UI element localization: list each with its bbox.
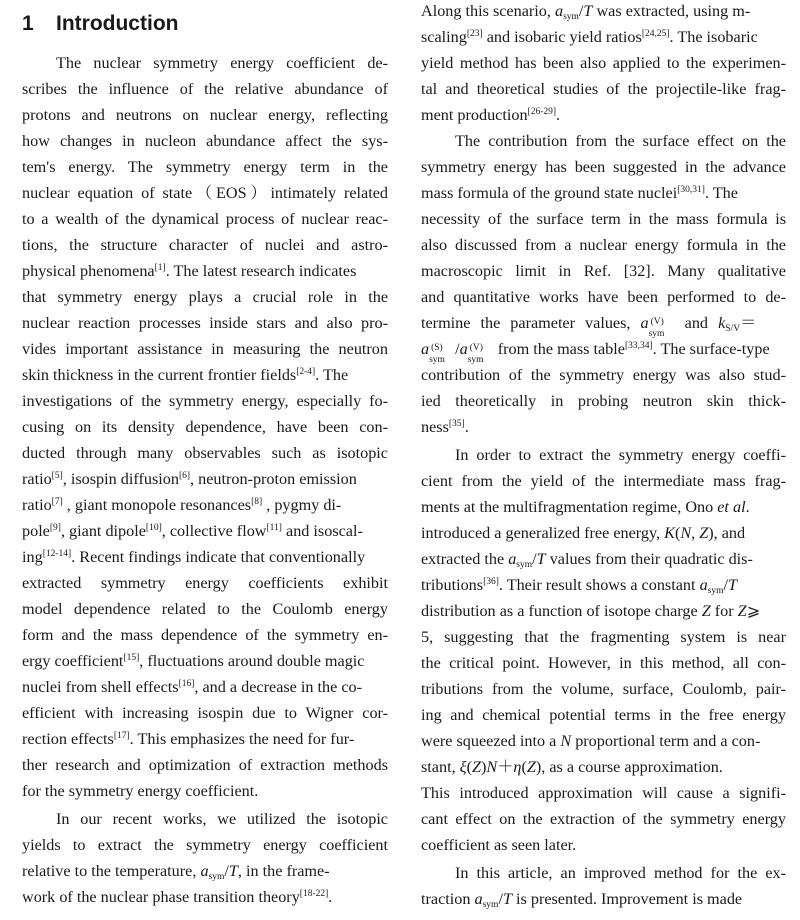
paragraph-line: Along this scenario, $a_{sym}/T$ was extracted, using m-: [421, 2, 751, 22]
paragraph-line: In order to extract the symmetry energy coeffi-: [455, 446, 786, 464]
paragraph-line: traction $a_{sym}/T$ is presented. Improvement is made: [421, 890, 743, 910]
paragraph-line: tributions[36]. Their result shows a constant $a_{sym}/T$: [421, 576, 738, 596]
paragraph-line: stant, ξ(Z)N＋η(Z), as a course approximation.: [421, 758, 723, 776]
paragraph-line: ergy coefficient[15], fluctuations around double magic: [22, 652, 365, 670]
citation: [18-22]: [299, 889, 329, 899]
paragraph-line: vides important assistance in measuring the neutron: [22, 340, 388, 358]
paragraph-line: were squeezed into a N proportional term and a con-: [421, 732, 761, 750]
paragraph-line: also discussed from a nuclear energy formula in the: [421, 236, 786, 254]
citation: [8]: [251, 497, 263, 507]
paragraph-line: cant effect on the extraction of the symmetry energy: [421, 810, 786, 828]
paragraph-line: cusing on its density dependence, have been con-: [22, 418, 388, 436]
paragraph-line: extracted symmetry energy coefficients exhibit: [22, 574, 388, 592]
paragraph-line: a (S) sym /a (V) sym from the mass table[33,34]. The surface-type: [421, 340, 770, 365]
paragraph-line: model dependence related to the Coulomb energy: [22, 600, 388, 618]
paragraph-line: macroscopic limit in Ref. [32]. Many qualitative: [421, 262, 786, 280]
paragraph-line: In our recent works, we utilized the isotopic: [56, 810, 388, 828]
section-number: 1: [22, 12, 34, 35]
paragraph-line: relative to the temperature, $a_{sym}/T$, in the frame-: [22, 862, 330, 882]
paragraph-line: that symmetry energy plays a crucial role in the: [22, 288, 388, 306]
paragraph-line: extracted the $a_{sym}/T$ values from their quadratic dis-: [421, 550, 753, 570]
paragraph-line: ied theoretically in probing neutron skin thick-: [421, 392, 786, 410]
paragraph-line: for the symmetry energy coefficient.: [22, 782, 259, 800]
paragraph-line: cient from the yield of the intermediate mass frag-: [421, 472, 786, 490]
paragraph-line: ments at the multifragmentation regime, Ono et al.: [421, 498, 750, 516]
paragraph-line: The nuclear symmetry energy coefficient de-: [56, 54, 388, 72]
paragraph-line: yield method has been also applied to the experimen-: [421, 54, 786, 72]
paragraph-line: nuclear equation of state（EOS）intimately related: [22, 184, 388, 202]
citation: [9]: [49, 523, 61, 533]
paragraph-line: coefficient as seen later.: [421, 836, 577, 854]
paragraph-line: scribes the influence of the relative abundance of: [22, 80, 388, 98]
paragraph-line: to a wealth of the dynamical process of nuclear reac-: [22, 210, 388, 228]
citation: [11]: [266, 523, 282, 533]
section-title: Introduction: [56, 12, 179, 35]
citation: [33,34]: [624, 341, 653, 351]
paragraph-line: This introduced approximation will cause a signifi-: [421, 784, 786, 802]
paragraph-line: work of the nuclear phase transition theory[18-22].: [22, 888, 333, 906]
citation: [2-4]: [296, 367, 316, 377]
paragraph-line: scaling[23] and isobaric yield ratios[24,25]. The isobaric: [421, 28, 758, 46]
section-heading: [22, 10, 388, 38]
paragraph-line: ing[12-14]. Recent findings indicate that conventionally: [22, 548, 366, 566]
paragraph-line: pole[9], giant dipole[10], collective flow[11] and isoscal-: [22, 522, 363, 540]
paragraph-line: termine the parameter values, a (V) sym and $k_{S/V}=$: [421, 314, 757, 339]
paragraph-line: physical phenomena[1]. The latest research indicates: [22, 262, 357, 280]
citation: [12-14]: [42, 549, 72, 559]
paragraph-line: tions, the structure character of nuclei and astro-: [22, 236, 388, 254]
citation: [1]: [154, 263, 166, 273]
paragraph-line: ther research and optimization of extraction methods: [22, 756, 388, 774]
paragraph-line: investigations of the symmetry energy, especially fo-: [22, 392, 388, 410]
paragraph-line: distribution as a function of isotope charge Z for Z⩾: [421, 602, 761, 620]
paragraph-line: ratio[5], isospin diffusion[6], neutron-proton emission: [22, 470, 357, 488]
citation: [24,25]: [641, 29, 670, 39]
paragraph-line: tem's energy. The symmetry energy term in the: [22, 158, 388, 176]
paragraph-line: how changes in nucleon abundance affect the sys-: [22, 132, 388, 150]
paragraph-line: ing and chemical potential terms in the free energy: [421, 706, 786, 724]
paragraph-line: yields to extract the symmetry energy coefficient: [22, 836, 388, 854]
paragraph-line: and quantitative works have been performed to de-: [421, 288, 786, 306]
citation: [6]: [178, 471, 191, 481]
citation: [36]: [483, 577, 499, 587]
paragraph-line: ment production[26-29].: [421, 106, 561, 124]
citation: [30,31]: [677, 185, 705, 195]
paragraph-line: necessity of the surface term in the mass formula is: [421, 210, 786, 228]
paragraph-line: contribution of the symmetry energy was also stud-: [421, 366, 786, 384]
paragraph-line: efficient with increasing isospin due to Wigner cor-: [22, 704, 388, 722]
paragraph-line: symmetry energy has been suggested in the advance: [421, 158, 786, 176]
citation: [16]: [178, 679, 195, 689]
paragraph-line: nuclei from shell effects[16], and a decrease in the co-: [22, 678, 363, 696]
paragraph-line: tal and theoretical studies of the projectile-like frag-: [421, 80, 786, 98]
citation: [23]: [466, 29, 483, 39]
paragraph-line: 5, suggesting that the fragmenting system is near: [421, 628, 786, 646]
paragraph-line: In this article, an improved method for the ex-: [455, 864, 786, 882]
citation: [15]: [123, 653, 140, 663]
citation: [26-29]: [527, 107, 557, 117]
paragraph-line: The contribution from the surface effect on the: [455, 132, 786, 150]
paragraph-line: mass formula of the ground state nuclei[30,31]. The: [421, 184, 738, 202]
citation: [10]: [145, 523, 162, 533]
citation: [35]: [448, 419, 465, 429]
paragraph-line: nuclear reaction processes inside stars and also pro-: [22, 314, 388, 332]
paragraph-line: the critical point. However, in this method, all con-: [421, 654, 786, 672]
paragraph-line: protons and neutrons on nuclear energy, reflecting: [22, 106, 388, 124]
citation: [17]: [113, 731, 130, 741]
paragraph-line: introduced a generalized free energy, K(N, Z), and: [421, 524, 746, 542]
paragraph-line: ratio[7] , giant monopole resonances[8] , pygmy di-: [22, 496, 342, 514]
paragraph-line: skin thickness in the current frontier fields[2-4]. The: [22, 366, 349, 384]
paragraph-line: tributions from the volume, surface, Coulomb, pair-: [421, 680, 786, 698]
paragraph-line: ness[35].: [421, 418, 469, 436]
citation: [5]: [51, 471, 63, 481]
citation: [7]: [51, 497, 63, 507]
paragraph-line: rection effects[17]. This emphasizes the need for fur-: [22, 730, 355, 748]
paragraph-line: ducted through many observables such as isotopic: [22, 444, 388, 462]
paragraph-line: form and the mass dependence of the symmetry en-: [22, 626, 388, 644]
